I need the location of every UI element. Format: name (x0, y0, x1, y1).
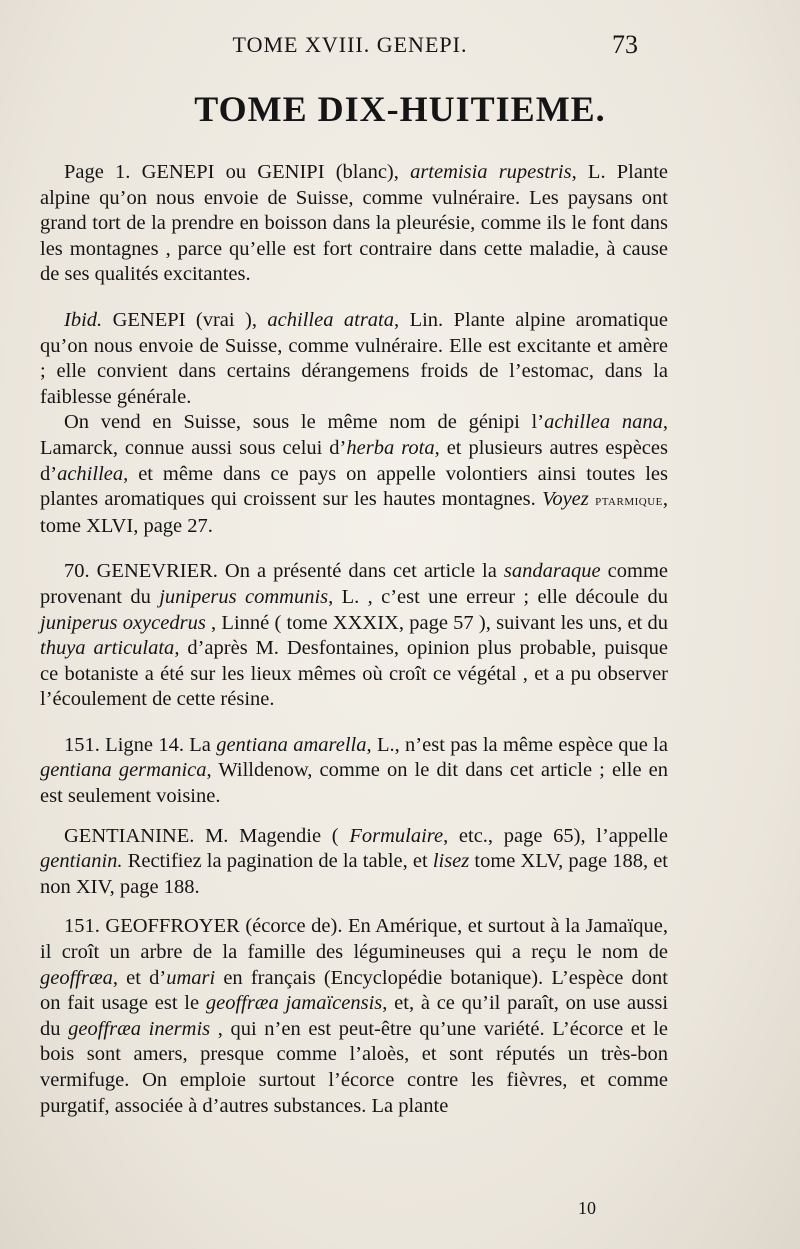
italic-run: gentianin. (40, 850, 123, 873)
italic-run: juniperus oxycedrus (40, 611, 206, 634)
paragraph-genepi-blanc (40, 160, 668, 288)
text-run: , L. Plante alpine qu’on nous envoie de Suisse, comme vulnéraire. Les paysans ont grand tort de la prendre en boisson dans la pleurésie, comme ils le font dans les montagnes , parce qu’elle est fort contraire dans cette maladie, à cause de ses qualités excitantes. (40, 161, 668, 286)
small-caps-run: ptarmique (595, 492, 663, 510)
text-run: , d’après M. Desfontaines, opinion plus probable, puisque ce botaniste a été sur les lieux mêmes où croît ce végétal , et a pu observer l’écoulement de cette résine. (40, 637, 669, 711)
text-run: , et d’ (112, 966, 167, 989)
text-run: GENTIANINE. M. Magendie ( (64, 824, 350, 847)
italic-run: achillea nana (544, 411, 663, 434)
text-run: tome XLV, page 188, et non XIV, page 188. (40, 850, 668, 898)
italic-run: sandaraque (503, 560, 601, 583)
signature-mark: 10 (578, 1198, 596, 1218)
text-run: Page 1. GENEPI ou GENIPI (blanc), (64, 161, 411, 183)
italic-run: achillea atrata (267, 308, 395, 331)
italic-run: gentiana germanica (40, 759, 207, 782)
paragraph-genipi-suisse (40, 410, 668, 539)
text-run: en français (Encyclopédie botanique). L’espèce dont on fait usage est le (40, 966, 669, 1015)
text-run: 70. GENEVRIER. On a présenté dans cet article la (64, 560, 504, 583)
text-run: , Lamarck, connue aussi sous celui d’ (40, 411, 668, 459)
text-run: , qui n’en est peut-être qu’une variété. L’écorce et le bois sont amers, presque comme l’aloès, et sont réputés un très-bon vermifuge. On emploie surtout l’écorce contre les fièvres, et comme purgatif, associée à d’autres substances. La plante (40, 1017, 669, 1117)
text-run: , Lin. Plante alpine aromatique qu’on nous envoie de Suisse, comme vulnéraire. Elle est excitante et amère ; elle convient dans certains dérangemens froids de l’estomac, dans la faiblesse générale. (40, 308, 669, 408)
paragraph-gentianine (40, 824, 668, 901)
italic-run: Formulaire (349, 824, 444, 847)
paragraph-gentiana (40, 733, 668, 810)
text-run: , et, à ce qu’il paraît, on use aussi du (40, 992, 669, 1040)
text-run: , L., n’est pas la même espèce que la (366, 733, 668, 756)
paragraph-geoffroyer (40, 914, 668, 1119)
italic-run: lisez (432, 850, 470, 873)
italic-run: achillea (57, 462, 124, 485)
paragraph-genevrier (40, 559, 668, 713)
body-text (40, 160, 668, 1119)
italic-run: geoffræa jamaïcensis (205, 992, 383, 1015)
text-run: , Willdenow, comme on le dit dans cet article ; elle en est seulement voisine. (40, 759, 668, 808)
text-run: , et même dans ce pays on appelle volontiers ainsi toutes les plantes aromatiques qui croissent sur les hautes montagnes. (40, 462, 668, 511)
text-run: Rectifiez la pagination de la table, et (122, 850, 433, 873)
text-run: On vend en Suisse, sous le même nom de génipi l’ (64, 411, 545, 434)
italic-run: Voyez (542, 488, 589, 511)
running-header (0, 30, 800, 62)
text-run: 151. Ligne 14. La (64, 733, 217, 756)
italic-run: Ibid. (64, 308, 103, 331)
italic-run: geoffræa (40, 966, 113, 989)
running-title: TOME XVIII. GENEPI. (232, 32, 468, 57)
section-title: TOME DIX-HUITIEME. (194, 89, 606, 129)
text-run: , et plusieurs autres espèces d’ (40, 436, 668, 485)
page-number: 73 (612, 30, 638, 59)
text-run: , Linné ( tome XXXIX, page 57 ), suivant les uns, et du (205, 611, 668, 634)
italic-run: herba rota (346, 436, 435, 459)
italic-run: geoffræa inermis (68, 1017, 211, 1040)
text-run: , L. , c’est une erreur ; elle découle du (328, 585, 668, 608)
italic-run: umari (166, 966, 216, 989)
text-run: 151. GEOFFROYER (écorce de). En Amérique, et surtout à la Jamaïque, il croît un arbre de la famille des légumineuses qui a reçu le nom de (40, 915, 668, 964)
italic-run: thuya articulata (40, 637, 175, 660)
italic-run: artemisia rupestris (410, 161, 572, 183)
text-run: comme provenant du (40, 560, 668, 608)
text-run: , etc., page 65), l’appelle (443, 824, 668, 847)
text-run: , tome XLVI, page 27. (40, 488, 668, 537)
text-run: GENEPI (vrai ), (102, 308, 268, 331)
paragraph-genepi-vrai (40, 308, 668, 410)
italic-run: gentiana amarella (216, 733, 367, 756)
italic-run: juniperus communis (159, 585, 329, 608)
